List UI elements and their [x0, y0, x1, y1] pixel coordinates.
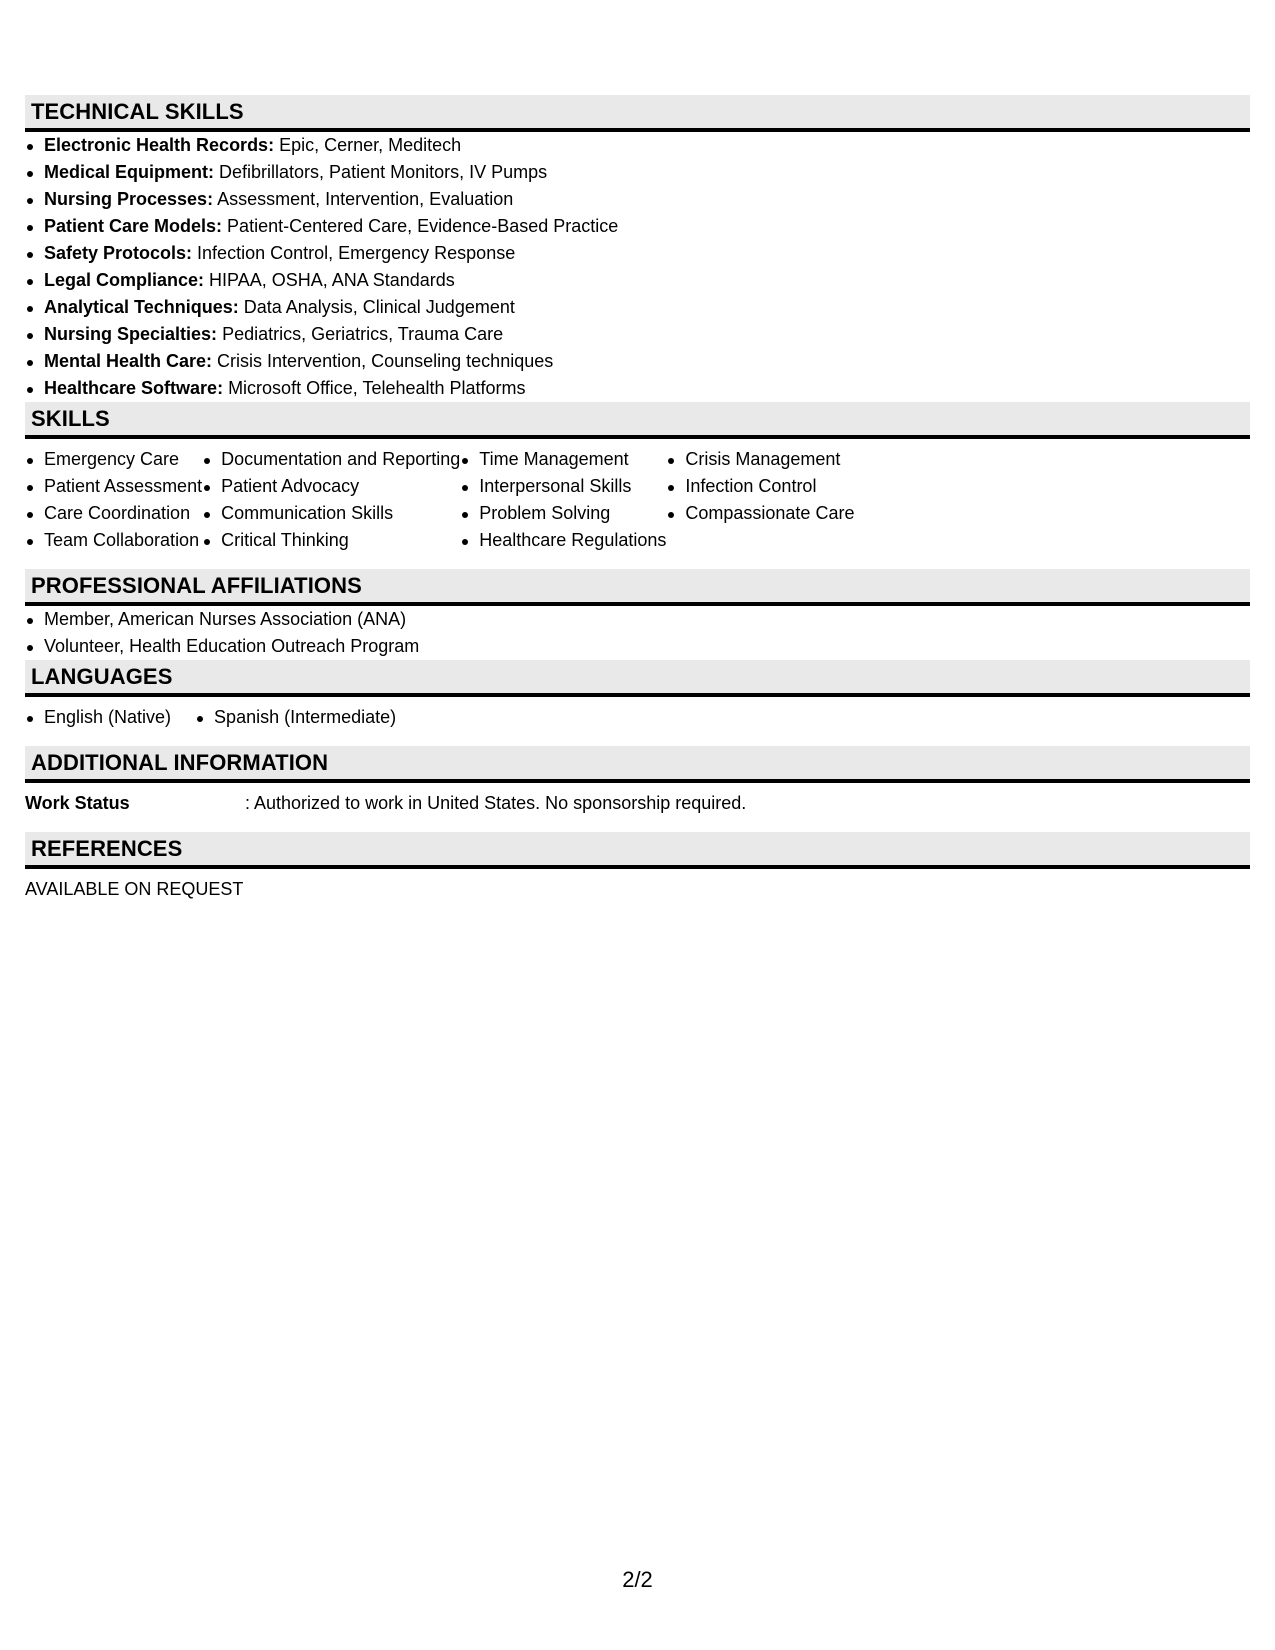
skill-category: Mental Health Care:: [44, 351, 213, 371]
list-item: Documentation and Reporting: [202, 446, 460, 473]
languages-header: [25, 660, 1250, 697]
skill-category: Healthcare Software:: [44, 378, 224, 398]
languages-list: [25, 704, 1250, 731]
skill-values: Defibrillators, Patient Monitors, IV Pumps: [214, 162, 548, 182]
skill-values: HIPAA, OSHA, ANA Standards: [204, 270, 455, 290]
skills-column: [25, 446, 202, 554]
affiliations-header: [25, 569, 1250, 606]
list-item: Crisis Management: [666, 446, 854, 473]
skill-values: Crisis Intervention, Counseling techniques: [212, 351, 554, 371]
references-header: [25, 832, 1250, 869]
skill-category: Analytical Techniques:: [44, 297, 239, 317]
skill-values: Pediatrics, Geriatrics, Trauma Care: [217, 324, 504, 344]
work-status-label: Work Status: [25, 793, 130, 813]
list-item: [25, 375, 1250, 402]
list-item: [25, 348, 1250, 375]
page-number: 2/2: [622, 1567, 653, 1592]
work-status-value: : Authorized to work in United States. No sponsorship required.: [245, 793, 747, 813]
resume-page: [25, 95, 1250, 903]
list-item: English (Native): [25, 704, 171, 731]
list-item: Emergency Care: [25, 446, 202, 473]
list-item: [25, 186, 1250, 213]
list-item: Member, American Nurses Association (ANA): [25, 606, 1250, 633]
references-text: AVAILABLE ON REQUEST: [25, 879, 244, 899]
language-column: [25, 704, 171, 731]
skill-category: Safety Protocols:: [44, 243, 193, 263]
affiliations-list: [25, 606, 1250, 660]
list-item: [25, 294, 1250, 321]
language-column: [195, 704, 396, 731]
skill-values: Assessment, Intervention, Evaluation: [213, 189, 514, 209]
skills-grid: [25, 446, 1250, 554]
list-item: Patient Assessment: [25, 473, 202, 500]
list-item: Time Management: [460, 446, 666, 473]
skill-values: Infection Control, Emergency Response: [192, 243, 516, 263]
affiliations-heading: PROFESSIONAL AFFILIATIONS: [31, 572, 362, 598]
technical-skills-list: [25, 132, 1250, 402]
list-item: Communication Skills: [202, 500, 460, 527]
skill-category: Medical Equipment:: [44, 162, 215, 182]
skill-category: Legal Compliance:: [44, 270, 205, 290]
list-item: [25, 159, 1250, 186]
skill-category: Nursing Specialties:: [44, 324, 218, 344]
skills-heading: SKILLS: [31, 405, 110, 431]
skills-column: [460, 446, 666, 554]
skill-values: Epic, Cerner, Meditech: [274, 135, 462, 155]
technical-skills-header: [25, 95, 1250, 132]
additional-info-heading: ADDITIONAL INFORMATION: [31, 749, 329, 775]
skill-values: Microsoft Office, Telehealth Platforms: [223, 378, 526, 398]
skill-values: Patient-Centered Care, Evidence-Based Practice: [222, 216, 619, 236]
list-item: Problem Solving: [460, 500, 666, 527]
skill-values: Data Analysis, Clinical Judgement: [238, 297, 515, 317]
skill-category: Electronic Health Records:: [44, 135, 275, 155]
list-item: [25, 321, 1250, 348]
work-status-row: [25, 790, 1250, 817]
list-item: Interpersonal Skills: [460, 473, 666, 500]
list-item: Volunteer, Health Education Outreach Program: [25, 633, 1250, 660]
list-item: [25, 267, 1250, 294]
skills-column: [666, 446, 854, 554]
languages-heading: LANGUAGES: [31, 663, 173, 689]
list-item: Infection Control: [666, 473, 854, 500]
list-item: Compassionate Care: [666, 500, 854, 527]
skill-category: Nursing Processes:: [44, 189, 214, 209]
list-item: Team Collaboration: [25, 527, 202, 554]
list-item: Spanish (Intermediate): [195, 704, 396, 731]
skill-category: Patient Care Models:: [44, 216, 223, 236]
list-item: Patient Advocacy: [202, 473, 460, 500]
skills-header: [25, 402, 1250, 439]
references-heading: REFERENCES: [31, 835, 183, 861]
additional-info-header: [25, 746, 1250, 783]
list-item: Healthcare Regulations: [460, 527, 666, 554]
list-item: Care Coordination: [25, 500, 202, 527]
skills-column: [202, 446, 460, 554]
technical-skills-heading: TECHNICAL SKILLS: [31, 98, 244, 124]
list-item: [25, 213, 1250, 240]
list-item: [25, 132, 1250, 159]
list-item: Critical Thinking: [202, 527, 460, 554]
list-item: [25, 240, 1250, 267]
